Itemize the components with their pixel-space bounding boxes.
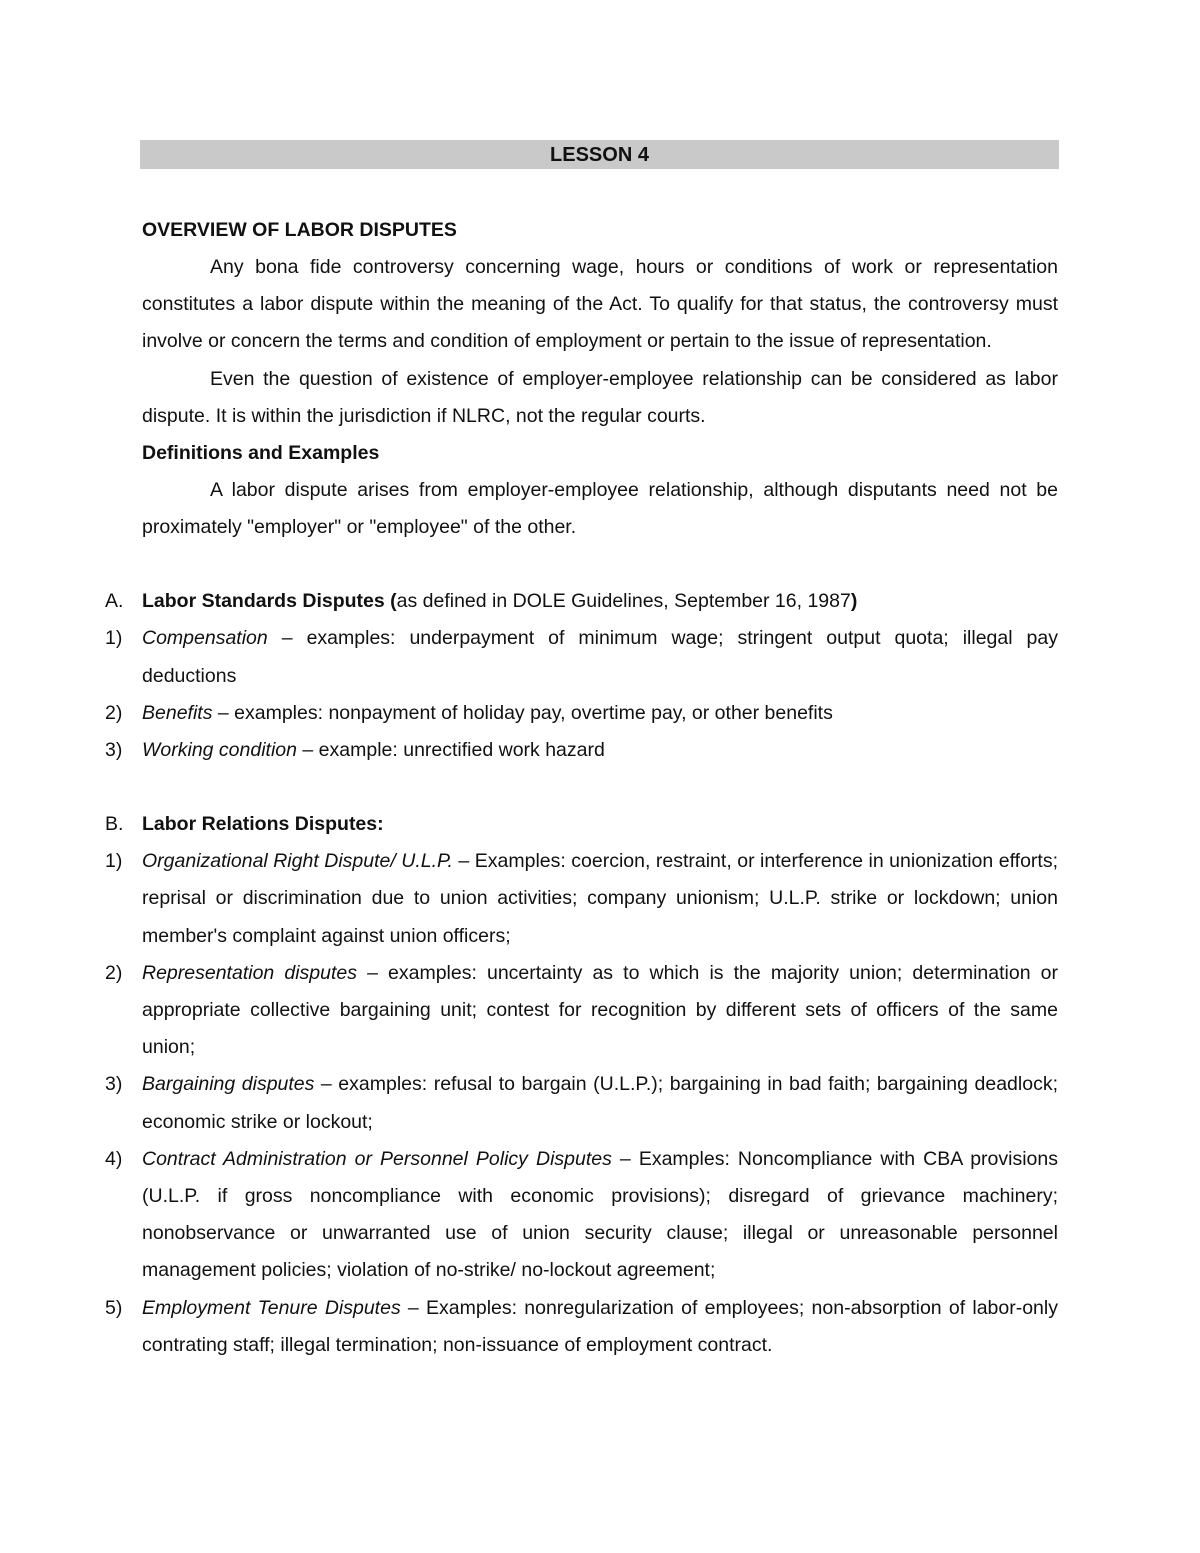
item-term: Representation disputes bbox=[142, 961, 357, 984]
item-term: Organizational Right Dispute/ U.L.P. bbox=[142, 850, 453, 873]
item-text: – examples: nonpayment of holiday pay, overtime pay, or other benefits bbox=[212, 701, 833, 724]
list-item: 2) Representation disputes – examples: uncertainty as to which is the majority union; determination or appropriate collective bargaining unit; contest for recognition by different sets of officers of the same union; bbox=[105, 961, 1058, 1059]
section-b-title: Labor Relations Disputes: bbox=[142, 813, 384, 836]
document-body bbox=[105, 212, 1058, 1364]
overview-paragraph-1: Any bona fide controversy concerning wage, hours or conditions of work or representation constitutes a labor dispute within the meaning of the Act. To qualify for that status, the controversy must involve or concern the terms and condition of employment or pertain to the issue of representation. bbox=[142, 256, 1058, 353]
section-a-list bbox=[105, 620, 1058, 769]
item-term: Benefits bbox=[142, 701, 213, 724]
section-b-list bbox=[105, 843, 1058, 1364]
list-item: 1) Compensation – examples: underpayment of minimum wage; stringent output quota; illegal pay deductions bbox=[105, 627, 1058, 687]
list-item: 3) Bargaining disputes – examples: refusal to bargain (U.L.P.); bargaining in bad faith; bargaining deadlock; economic strike or lockout; bbox=[105, 1073, 1058, 1133]
item-term: Compensation bbox=[142, 627, 268, 650]
section-b-marker: B. bbox=[105, 813, 124, 836]
item-term: Contract Administration or Personnel Policy Disputes bbox=[142, 1147, 612, 1170]
item-term: Working condition bbox=[142, 739, 297, 762]
item-text: – examples: refusal to bargain (U.L.P.); bargaining in bad faith; bargaining deadlock; economic strike or lockout; bbox=[142, 1073, 1058, 1133]
item-text: – Examples: coercion, restraint, or interference in unionization efforts; reprisal or discrimination due to union activities; company unionism; U.L.P. strike or lockdown; union member's complaint against union officers; bbox=[142, 850, 1058, 947]
list-item: 1) Organizational Right Dispute/ U.L.P. – Examples: coercion, restraint, or interference in unionization efforts; reprisal or discrimination due to union activities; company unionism; U.L.P. strike or lockdown; union member's complaint against union officers; bbox=[105, 850, 1058, 947]
definitions-heading: Definitions and Examples bbox=[142, 442, 380, 465]
definitions-paragraph: A labor dispute arises from employer-employee relationship, although disputants need not be proximately "employer" or "employee" of the other. bbox=[142, 479, 1058, 539]
list-item: 5) Employment Tenure Disputes – Examples: nonregularization of employees; non-absorption of labor-only contrating staff; illegal termination; non-issuance of employment contract. bbox=[105, 1296, 1058, 1356]
item-text: – examples: underpayment of minimum wage; stringent output quota; illegal pay deductions bbox=[142, 627, 1058, 687]
overview-paragraph-2: Even the question of existence of employer-employee relationship can be considered as labor dispute. It is within the jurisdiction if NLRC, not the regular courts. bbox=[142, 367, 1058, 427]
list-item: 4) Contract Administration or Personnel Policy Disputes – Examples: Noncompliance with CBA provisions (U.L.P. if gross noncompliance with economic provisions); disregard of grievance machinery; nonobservance or unwarranted use of union security clause; illegal or unreasonable personnel management policies; violation of no-strike/ no-lockout agreement; bbox=[105, 1147, 1058, 1282]
section-a-note: as defined in DOLE Guidelines, September 16, 1987 bbox=[396, 590, 851, 613]
section-a-title: Labor Standards Disputes ( bbox=[142, 590, 397, 613]
item-term: Employment Tenure Disputes bbox=[142, 1296, 401, 1319]
item-text: – example: unrectified work hazard bbox=[297, 739, 605, 762]
section-b-heading bbox=[105, 806, 1058, 843]
list-item: 3) Working condition – example: unrectified work hazard bbox=[105, 739, 605, 762]
section-a-marker: A. bbox=[105, 590, 124, 613]
item-text: – examples: uncertainty as to which is the majority union; determination or appropriate collective bargaining unit; contest for recognition by different sets of officers of the same union; bbox=[142, 961, 1058, 1059]
item-text: – Examples: Noncompliance with CBA provisions (U.L.P. if gross noncompliance with economic provisions); disregard of grievance machinery; nonobservance or unwarranted use of union security clause; illegal or unreasonable personnel management policies; violation of no-strike/ no-lockout agreement; bbox=[142, 1147, 1058, 1282]
section-a-close: ) bbox=[850, 590, 858, 613]
list-item: 2) Benefits – examples: nonpayment of holiday pay, overtime pay, or other benefits bbox=[105, 701, 833, 724]
item-text: – Examples: nonregularization of employees; non-absorption of labor-only contrating staff; illegal termination; non-issuance of employment contract. bbox=[142, 1296, 1058, 1356]
item-term: Bargaining disputes bbox=[142, 1073, 315, 1096]
overview-heading: OVERVIEW OF LABOR DISPUTES bbox=[142, 219, 457, 241]
lesson-title: LESSON 4 bbox=[140, 140, 1059, 169]
section-a-heading bbox=[105, 583, 1058, 620]
